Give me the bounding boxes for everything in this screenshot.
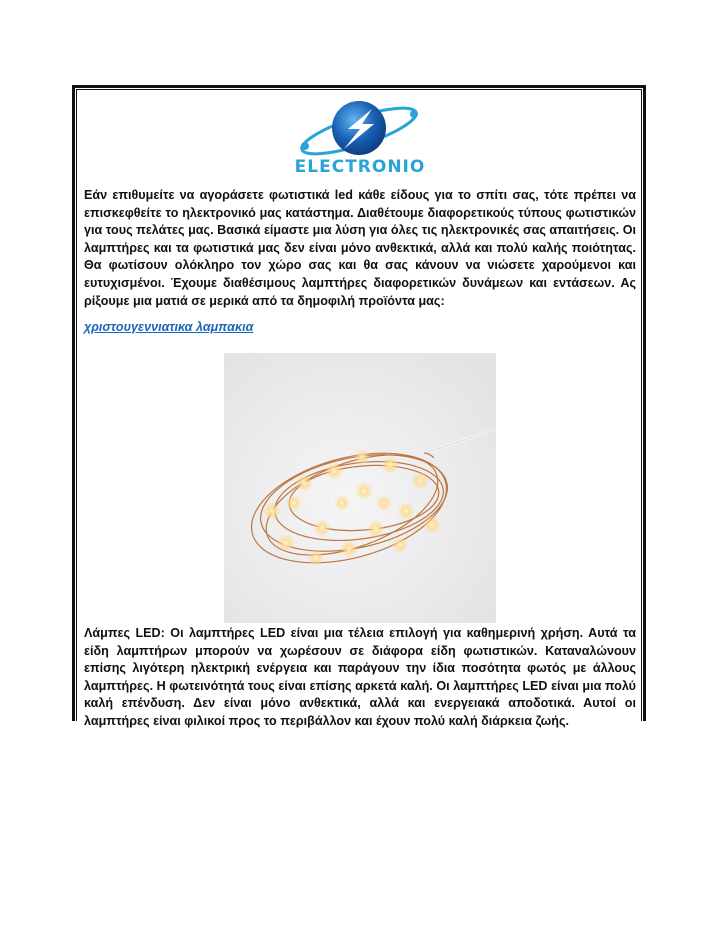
fairy-lights-photo xyxy=(224,353,496,623)
logo-wordmark: ELECTRONIO xyxy=(294,157,426,177)
intro-paragraph: Εάν επιθυμείτε να αγοράσετε φωτιστικά led κάθε είδους για το σπίτι σας, τότε πρέπει να επισκεφθείτε το ηλεκτρονικό μας κατάστημα. Διαθέτουμε διαφορετικούς τύπους φωτιστικών για τους πελάτες μας. Βασικά είμαστε μια λύση για όλες τις ηλεκτρονικές σας απαιτήσεις. Οι λαμπτήρες και τα φωτιστικά μας δεν είναι μόνο ανθεκτικά, αλλά και πολύ καλής ποιότητας. Θα φωτίσουν ολόκληρο τον χώρο σας και θα σας κάνουν να νιώσετε χαρούμενοι και ευτυχισμένοι. Έχουμε διαθέσιμους λαμπτήρες διαφορετικών δυνάμεων και εντάσεων. Ας ρίξουμε μια ματιά σε μερικά από τα δημοφιλή προϊόντα μας: xyxy=(84,188,636,308)
led-lamps-paragraph: Λάμπες LED: Οι λαμπτήρες LED είναι μια τέλεια επιλογή για καθημερινή χρήση. Αυτά τα είδη λαμπτήρων μπορούν να χωρέσουν σε διάφορα είδη φωτιστικών. Καταναλώνουν επίσης λιγότερη ηλεκτρική ενέργεια και παράγουν την ίδια ποσότητα φωτός με άλλους λαμπτήρες. Η φωτεινότητά τους είναι επίσης αρκετά καλή. Οι λαμπτήρες LED είναι μια πολύ καλή επένδυση. Δεν είναι μόνο ανθεκτικά, αλλά και ενεργειακά αποδοτικά. Αυτοί οι λαμπτήρες είναι φιλικοί προς το περιβάλλον και έχουν πολύ καλή διάρκεια ζωής. xyxy=(84,626,636,728)
christmas-lights-link[interactable]: χριστουγεννιατικα λαμπακια xyxy=(84,320,254,334)
